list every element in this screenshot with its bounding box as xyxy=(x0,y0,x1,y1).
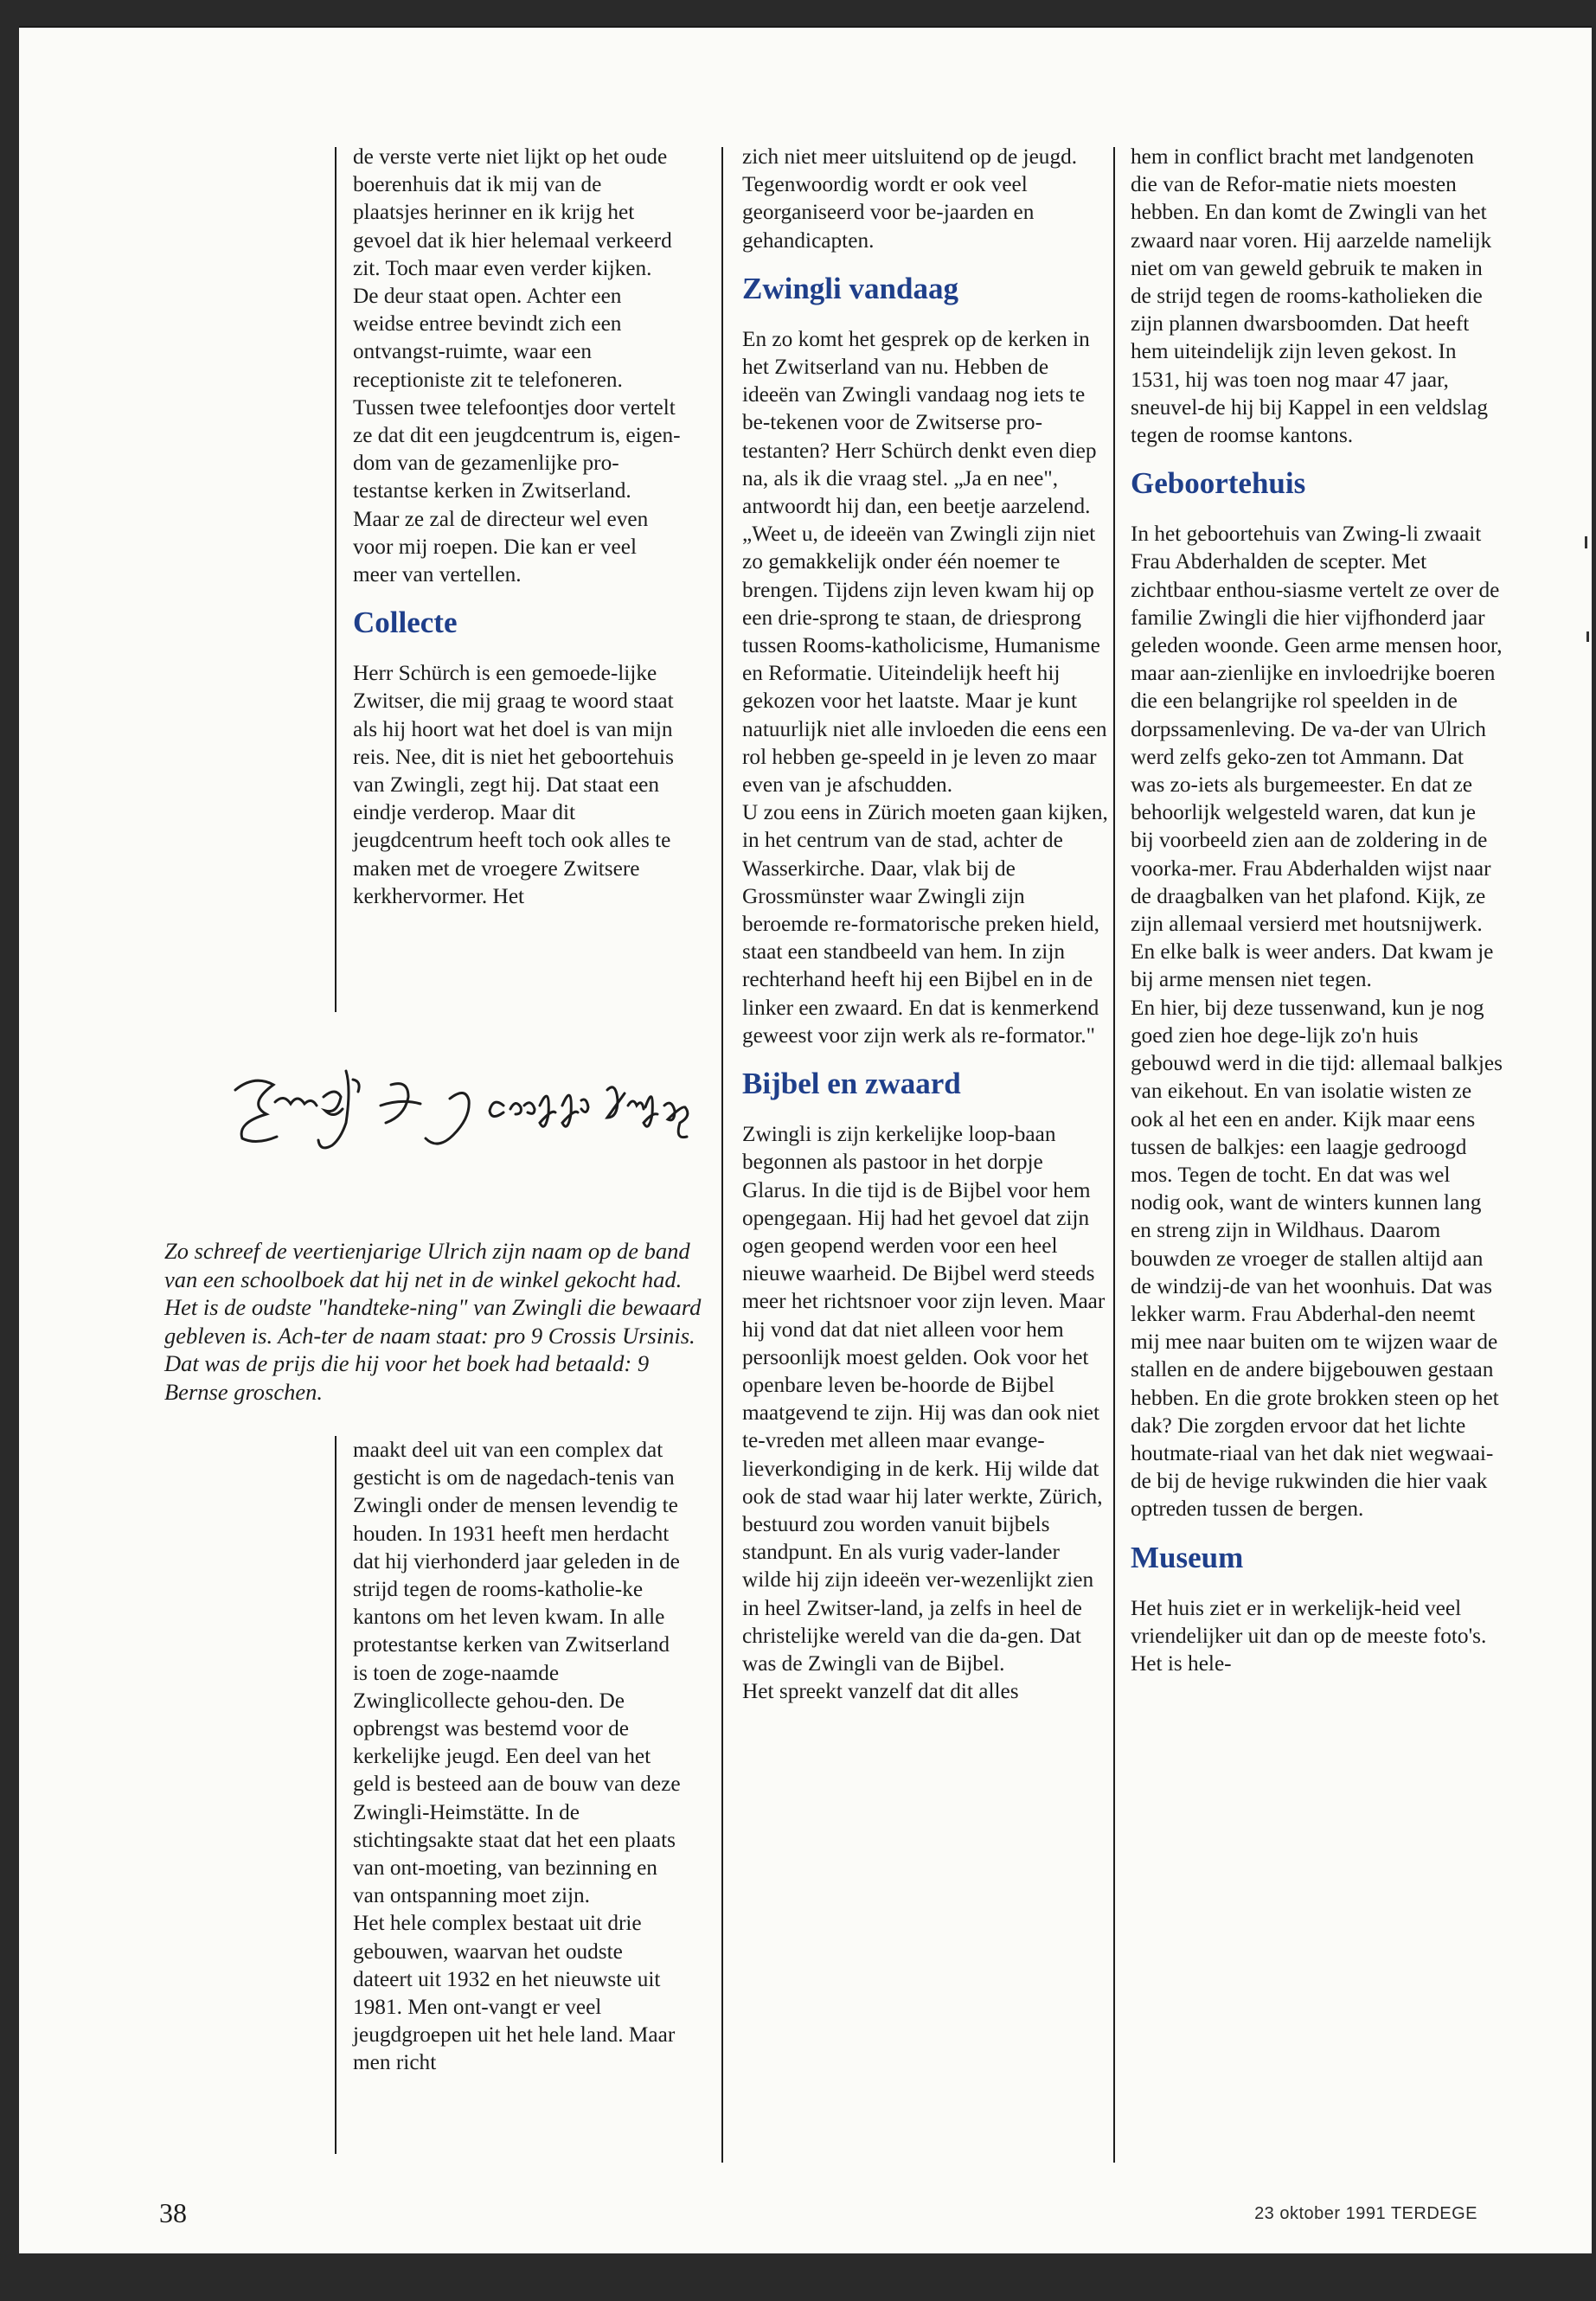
column-rule-middle xyxy=(721,147,723,2163)
paragraph: zich niet meer uitsluitend op de jeugd. Tegenwoordig wordt er ook veel georganiseerd voor be-jaarden en gehandicapten. xyxy=(742,144,1078,253)
column-1-top xyxy=(353,143,682,910)
column-2 xyxy=(742,143,1111,1705)
paragraph: Het spreekt vanzelf dat dit alles xyxy=(742,1679,1019,1704)
paragraph: U zou eens in Zürich moeten gaan kijken, in het centrum van de stad, achter de Wasserkirche. Daar, vlak bij de Grossmünster waar Zwingli zijn beroemde re-formatorische preken hield, staat een standbeeld van hem. In zijn rechterhand heeft hij een Bijbel en in de linker een zwaard. En dat is kenmerkend geweest voor zijn werk als re-formator." xyxy=(742,800,1108,1048)
page-number: 38 xyxy=(159,2197,187,2228)
section-heading-geboortehuis: Geboortehuis xyxy=(1131,466,1306,501)
section-heading-museum: Museum xyxy=(1131,1540,1244,1574)
magazine-page xyxy=(19,26,1592,2253)
section-heading-collecte: Collecte xyxy=(353,606,458,640)
column-rule-right xyxy=(1113,147,1115,2163)
paragraph: hem in conflict bracht met landgenoten die van de Refor-matie niets moesten hebben. En dan komt de Zwingli van het zwaard naar voren. Hij aarzelde namelijk niet om van geweld gebruik te maken in de strijd tegen de rooms-katholieken die zijn plannen dwarsboomden. Dat heeft hem uiteindelijk zijn leven gekost. In 1531, hij was toen nog maar 47 jaar, sneuvel-de hij bij Kappel in een veldslag tegen de roomse kantons. xyxy=(1131,144,1492,448)
issue-footer: 23 oktober 1991 TERDEGE xyxy=(1254,2204,1477,2223)
paragraph: In het geboortehuis van Zwing-li zwaait Frau Abderhalden de scepter. Met zichtbaar enthou-siasme vertelt ze over de familie Zwingli die hier vijfhonderd jaar geleden woonde. Geen arme mensen hoor, maar aan-zienlijke en invloedrijke boeren die een belangrijke rol speelden in de dorpssamenleving. De va-der van Ulrich werd zelfs geko-zen tot Ammann. Dat was zo-iets als burgemeester. En dat ze behoorlijk welgesteld waren, dat kun je bij voorbeeld zien aan de zoldering in de voorka-mer. Frau Abderhalden wijst naar de draagbalken van het plafond. Kijk, ze zijn allemaal versierd met houtsnijwerk. En elke balk is weer anders. Dat kwam je bij arme mensen niet tegen. xyxy=(1131,522,1503,992)
signature-caption: Zo schreef de veertienjarige Ulrich zijn naam op de band van een schoolboek dat hij net in de winkel gekocht had. Het is de oudste "handteke-ning" van Zwingli die bewaard gebleven is. Ach-ter de naam staat: pro 9 Crossis Ursinis. Dat was de prijs die hij voor het boek had betaald: 9 Bernse groschen. xyxy=(164,1238,702,1405)
handwritten-signature-icon xyxy=(227,1045,720,1157)
column-rule-left xyxy=(335,147,337,1012)
paragraph: Het huis ziet er in werkelijk-heid veel vriendelijker uit dan op de meeste foto's. Het is hele- xyxy=(1131,1595,1487,1676)
section-heading-zwingli-vandaag: Zwingli vandaag xyxy=(742,271,958,305)
paragraph: Zwingli is zijn kerkelijke loop-baan begonnen als pastoor in het dorpje Glarus. In die tijd is de Bijbel voor hem opengegaan. Hij had het gevoel dat zijn ogen geopend werden voor een heel nieuwe waarheid. De Bijbel werd steeds meer het richtsnoer voor zijn leven. Maar hij vond dat dat niet alleen voor hem persoonlijk moest gelden. Ook voor het openbare leven be-hoorde de Bijbel maatgevend te zijn. Hij was dan ook niet te-vreden met alleen maar evange-lieverkondiging in de kerk. Hij wilde dat ook de stad waar hij later werkte, Zürich, bestuurd zou worden vanuit bijbels standpunt. En als vurig vader-lander wilde hij zijn ideeën ver-wezenlijkt zien in heel Zwitser-land, ja zelfs in heel de christelijke wereld van die da-gen. Dat was de Zwingli van de Bijbel. xyxy=(742,1122,1106,1676)
paragraph: maakt deel uit van een complex dat gesticht is om de nagedach-tenis van Zwingli onder de mensen levendig te houden. In 1931 heeft men herdacht dat hij vierhonderd jaar geleden in de strijd tegen de rooms-katholie-ke kantons om het leven kwam. In alle protestantse kerken van Zwitserland is toen de zoge-naamde Zwinglicollecte gehou-den. De opbrengst was bestemd voor de kerkelijke jeugd. Een deel van het geld is besteed aan de bouw van deze Zwingli-Heimstätte. In de stichtingsakte staat dat het een plaats van ont-moeting, van bezinning en van ontspanning moet zijn. xyxy=(353,1438,681,1908)
column-1-bottom xyxy=(353,1436,682,2077)
paragraph: En zo komt het gesprek op de kerken in het Zwitserland van nu. Hebben de ideeën van Zwingli vandaag nog iets te be-tekenen voor de Zwitserse pro-testanten? Herr Schürch denkt even diep na, als ik die vraag stel. „Ja en nee", antwoordt hij dan, een beetje aarzelend. xyxy=(742,326,1097,519)
paragraph: de verste verte niet lijkt op het oude boerenhuis dat ik mij van de plaatsjes herinner en ik krijg het gevoel dat ik hier helemaal verkeerd zit. Toch maar even verder kijken. De deur staat open. Achter een weidse entree bevindt zich een ontvangst-ruimte, waar een receptioniste zit te telefoneren. Tussen twee telefoontjes door vertelt ze dat dit een jeugdcentrum is, eigen-dom van de gezamenlijke pro-testantse kerken in Zwitserland. Maar ze zal de directeur wel even voor mij roepen. Die kan er veel meer van vertellen. xyxy=(353,144,681,587)
paragraph: Het hele complex bestaat uit drie gebouwen, waarvan het oudste dateert uit 1932 en het nieuwste uit 1981. Men ont-vangt er veel jeugdgroepen uit het hele land. Maar men richt xyxy=(353,1911,676,2075)
column-rule-left-lower xyxy=(335,1436,337,2154)
margin-mark xyxy=(1585,536,1587,548)
paragraph: En hier, bij deze tussenwand, kun je nog goed zien hoe dege-lijk zo'n huis gebouwd werd in die tijd: allemaal balkjes van eikehout. En van isolatie wisten ze ook al het een en ander. Kijk maar eens tussen de balkjes: een laagje gedroogd mos. Tegen de tocht. En dat was wel nodig ook, want de winters kunnen lang en streng zijn in Wildhaus. Daarom bouwden ze vroeger de stallen altijd aan de windzij-de van het woonhuis. Dat was lekker warm. Frau Abderhal-den neemt mij mee naar buiten om te wijzen waar de stallen en de andere bijgebouwen gestaan hebben. En die grote brokken steen op het dak? Die zorgden ervoor dat het lichte houtmate-riaal van het dak niet wegwaai-de bij de hevige rukwinden die hier vaak optreden tussen de bergen. xyxy=(1131,995,1503,1522)
signature-image xyxy=(227,1045,720,1157)
paragraph: Herr Schürch is een gemoede-lijke Zwitser, die mij graag te woord staat als hij hoort wat het doel is van mijn reis. Nee, dit is niet het geboortehuis van Zwingli, zegt hij. Dat staat een eindje verderop. Maar dit jeugdcentrum heeft toch ook alles te maken met de vroegere Zwitsere kerkhervormer. Het xyxy=(353,661,674,908)
column-3 xyxy=(1131,143,1503,1677)
paragraph: „Weet u, de ideeën van Zwingli zijn niet zo gemakkelijk onder één noemer te brengen. Tijdens zijn leven kwam hij op een drie-sprong te staan, de driesprong tussen Rooms-katholicisme, Humanisme en Reformatie. Uiteindelijk heeft hij gekozen voor het laatste. Maar je kunt natuurlijk niet alle invloeden die eens een rol hebben ge-speeld in je leven zo maar even van je afschudden. xyxy=(742,522,1107,798)
margin-mark xyxy=(1586,631,1589,642)
section-heading-bijbel-en-zwaard: Bijbel en zwaard xyxy=(742,1067,961,1101)
